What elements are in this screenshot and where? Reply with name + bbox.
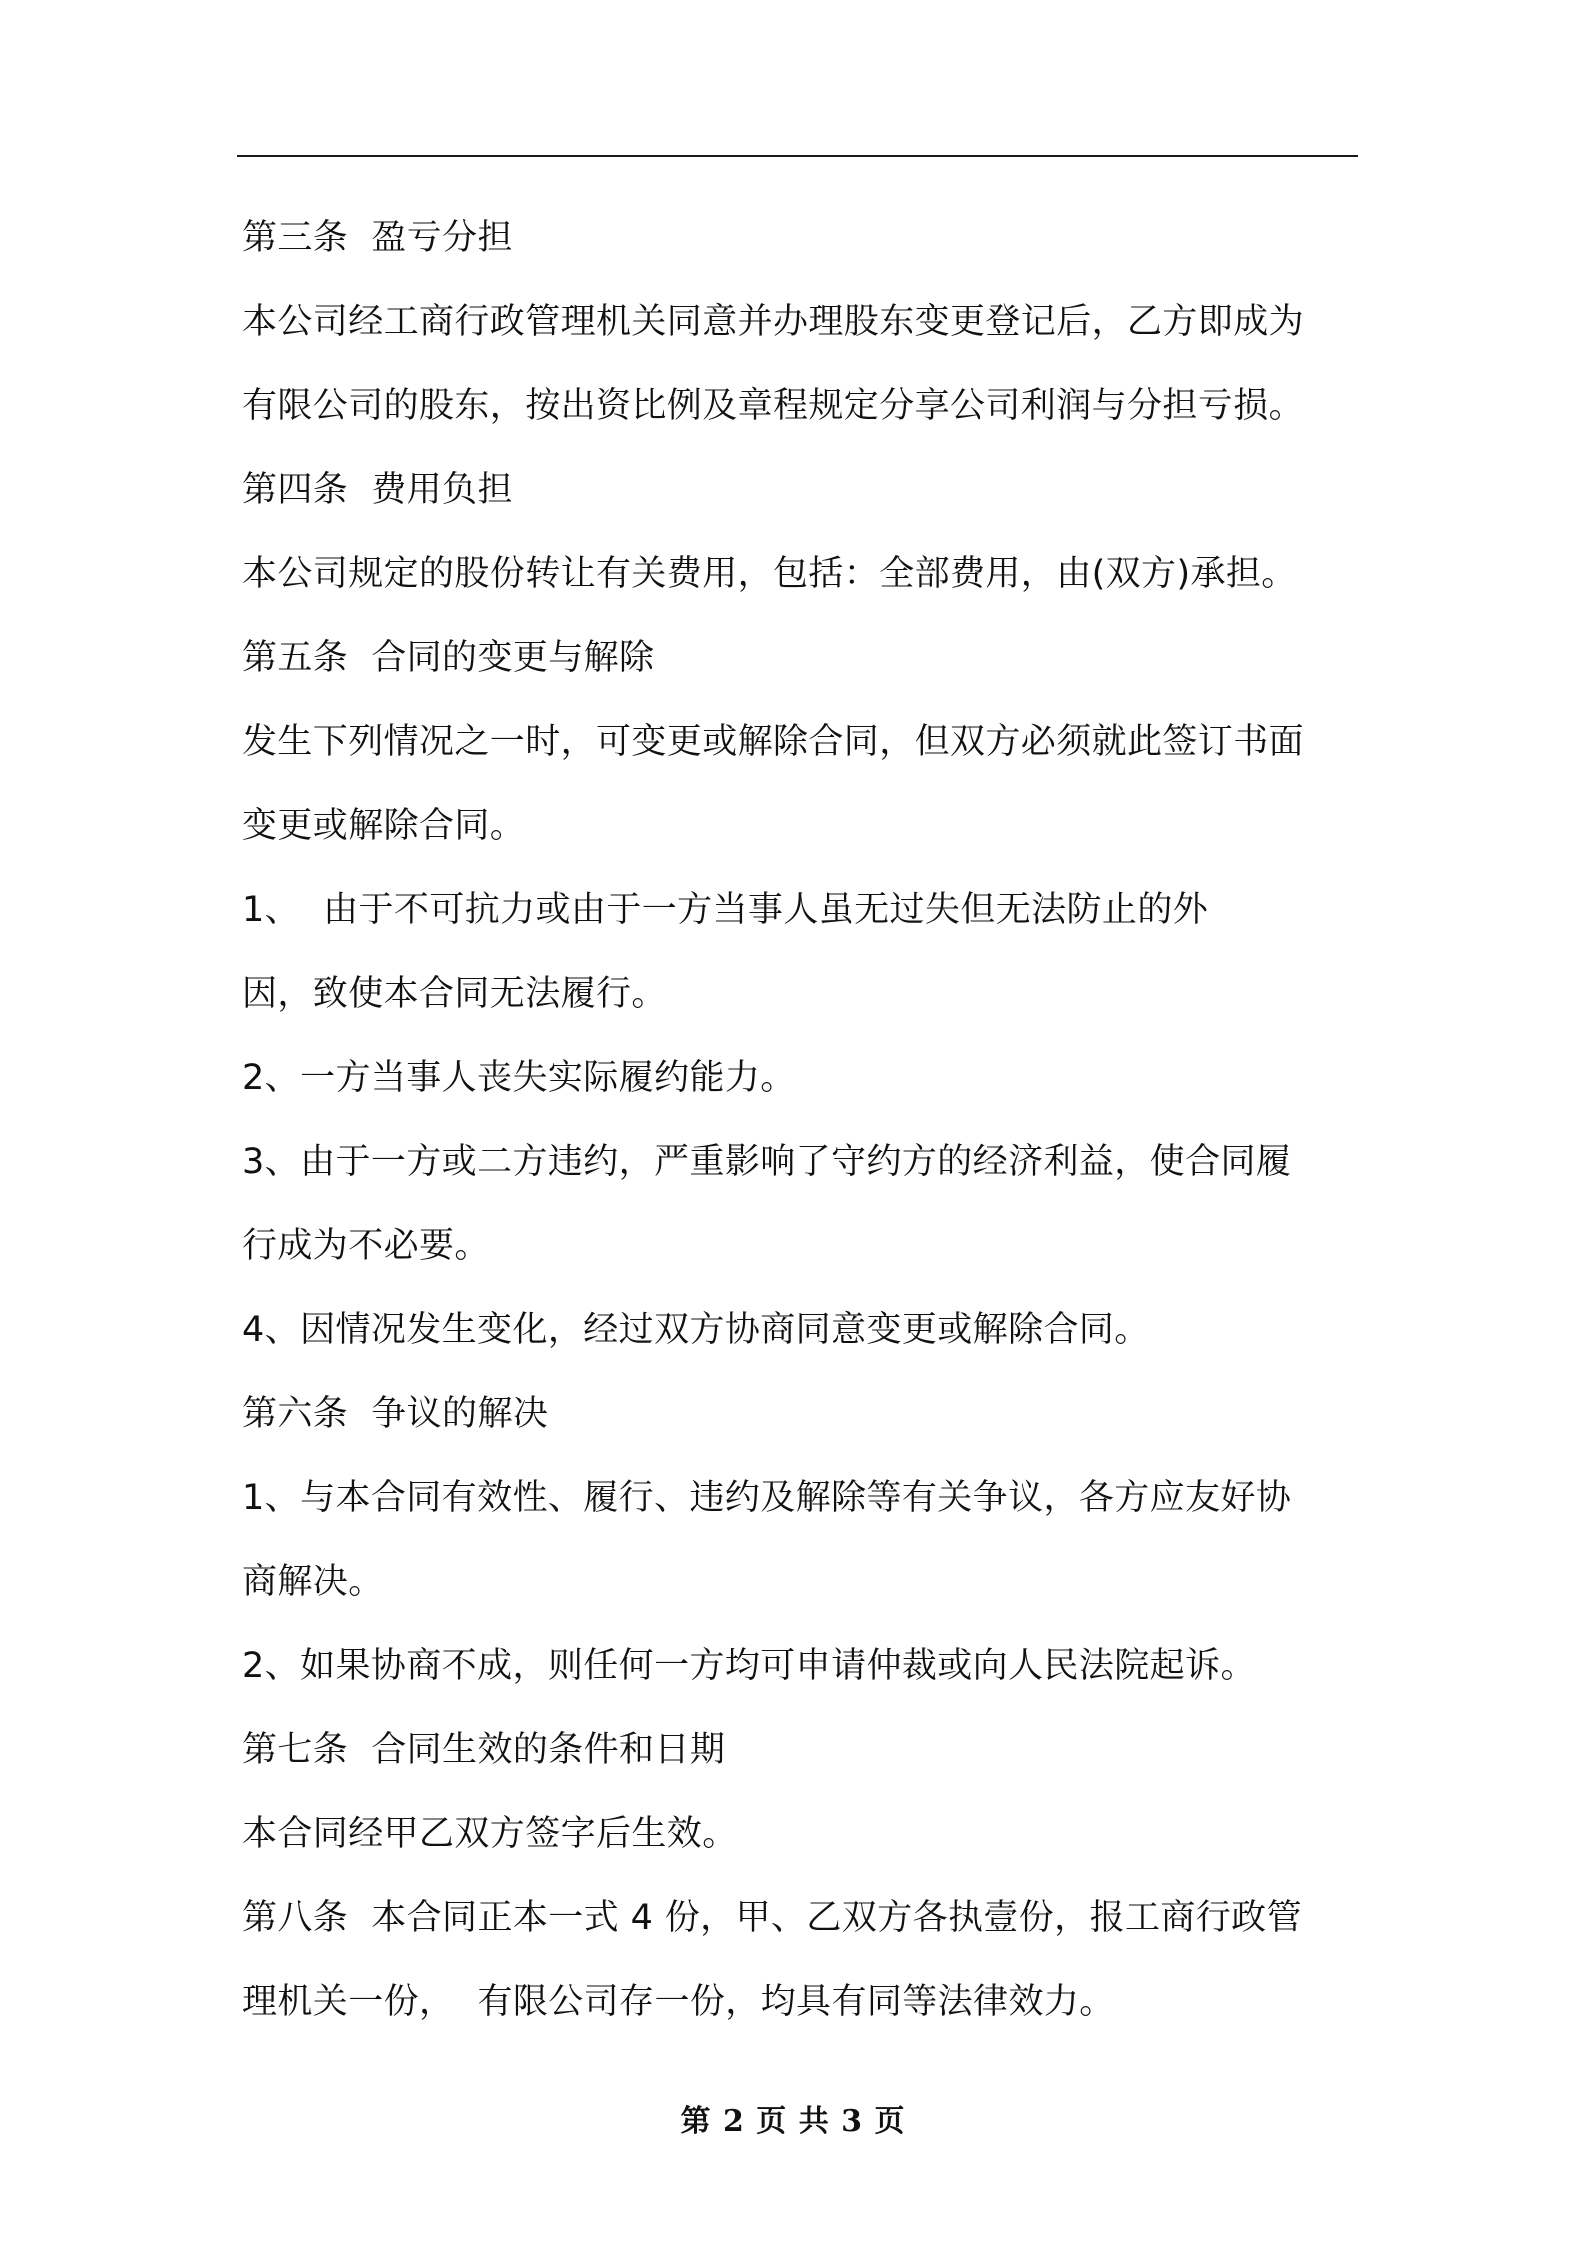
document-body [242, 196, 1367, 2044]
article-4-heading: 第四条 费用负担 [242, 470, 513, 510]
paragraph-line: 本合同经甲乙双方签字后生效。 [242, 1814, 738, 1854]
article-8-line-continued: 理机关一份， 有限公司存一份，均具有同等法律效力。 [242, 1982, 1115, 2022]
article-8-line: 第八条 本合同正本一式 4 份，甲、乙双方各执壹份，报工商行政管 [242, 1898, 1302, 1938]
paragraph-line: 有限公司的股东，按出资比例及章程规定分享公司利润与分担亏损。 [242, 386, 1305, 426]
list-item-3: 3、由于一方或二方违约，严重影响了守约方的经济利益，使合同履 [242, 1142, 1292, 1182]
list-item-2: 2、一方当事人丧失实际履约能力。 [242, 1058, 796, 1098]
header-rule [237, 155, 1358, 157]
list-item-4: 4、因情况发生变化，经过双方协商同意变更或解除合同。 [242, 1310, 1150, 1350]
article-7-heading: 第七条 合同生效的条件和日期 [242, 1730, 726, 1770]
article-6-heading: 第六条 争议的解决 [242, 1394, 549, 1434]
paragraph-line: 本公司规定的股份转让有关费用，包括：全部费用，由(双方)承担。 [242, 554, 1297, 594]
paragraph-line: 变更或解除合同。 [242, 806, 526, 846]
article-5-heading: 第五条 合同的变更与解除 [242, 638, 655, 678]
list-item-1-continued: 因，致使本合同无法履行。 [242, 974, 667, 1014]
paragraph-line: 本公司经工商行政管理机关同意并办理股东变更登记后，乙方即成为 [242, 302, 1305, 342]
article-3-heading: 第三条 盈亏分担 [242, 218, 513, 258]
list-item-3-continued: 行成为不必要。 [242, 1226, 490, 1266]
list-item-1: 1、 由于不可抗力或由于一方当事人虽无过失但无法防止的外 [242, 890, 1209, 930]
dispute-item-2: 2、如果协商不成，则任何一方均可申请仲裁或向人民法院起诉。 [242, 1646, 1256, 1686]
dispute-item-1-continued: 商解决。 [242, 1562, 384, 1602]
dispute-item-1: 1、与本合同有效性、履行、违约及解除等有关争议，各方应友好协 [242, 1478, 1292, 1518]
page-number-footer: 第 2 页 共 3 页 [680, 2104, 906, 2139]
paragraph-line: 发生下列情况之一时，可变更或解除合同，但双方必须就此签订书面 [242, 722, 1305, 762]
